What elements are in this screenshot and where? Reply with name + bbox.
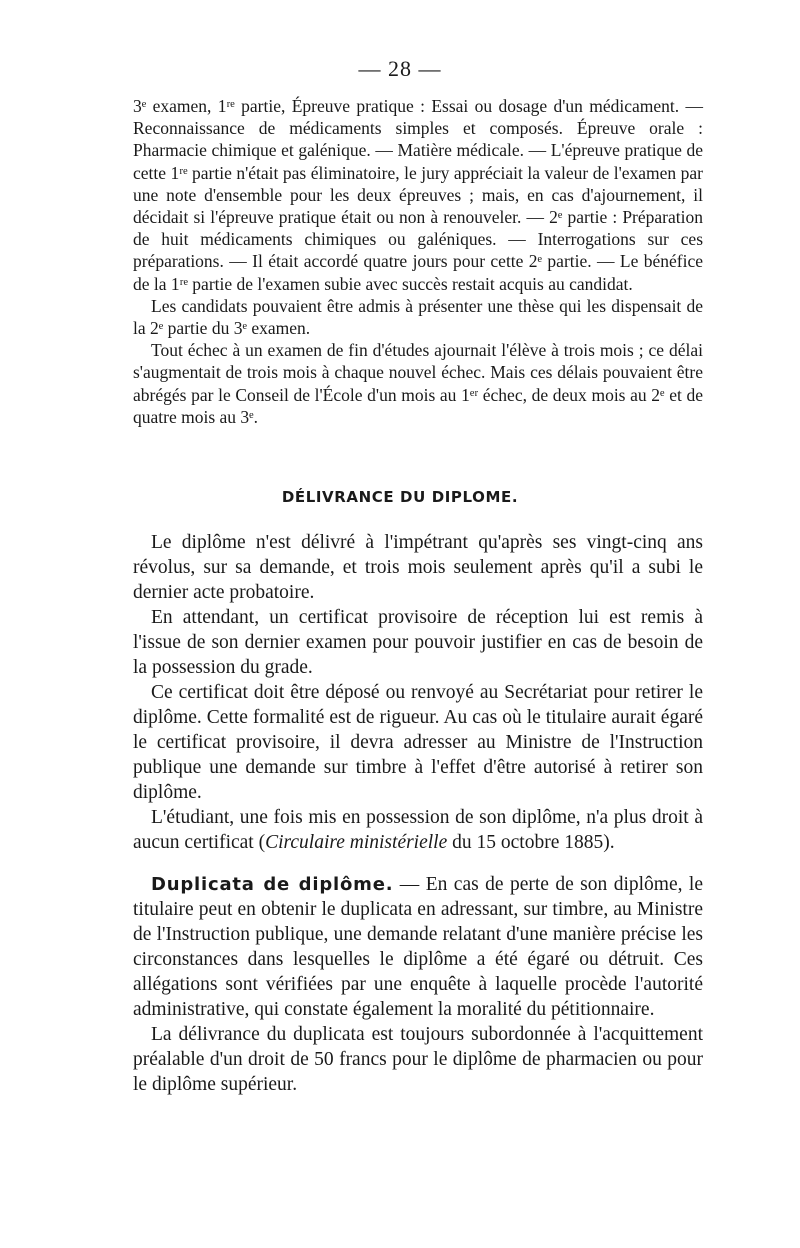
exam-paragraph-3: Tout échec à un examen de fin d'études ajournait l'élève à trois mois ; ce délai s'augmentait de trois mois à chaque nouvel échec. Mais ces délais pouvaient être abrégés par le Conseil de l'École d'un mois au 1ᵉʳ échec, de deux mois au 2ᵉ et de quatre mois au 3ᵉ.	[133, 340, 703, 427]
circulaire-text-after: du 15 octobre 1885).	[447, 832, 615, 853]
circulaire-title: Circulaire ministérielle	[265, 832, 448, 853]
exam-section	[133, 95, 703, 428]
section-heading: DÉLIVRANCE DU DIPLOME.	[281, 488, 519, 506]
delivrance-section	[133, 530, 703, 855]
delivrance-paragraph-4	[133, 805, 703, 855]
exam-paragraph-2: Les candidats pouvaient être admis à présenter une thèse qui les dispensait de la 2ᵉ partie du 3ᵉ examen.	[133, 295, 703, 339]
duplicata-paragraph-1	[133, 872, 703, 1022]
duplicata-section	[133, 872, 703, 1097]
exam-paragraph-1: 3ᵉ examen, 1ʳᵉ partie, Épreuve pratique : Essai ou dosage d'un médicament. — Reconnaissance de médicaments simples et composés. Épreuve orale : Pharmacie chimique et galénique. — Matière médicale. — L'épreuve pratique de cette 1ʳᵉ partie n'était pas éliminatoire, le jury appréciait la valeur de l'examen par une note d'ensemble pour les deux épreuves ; mais, en cas d'ajournement, il décidait si l'épreuve pratique était ou non à renouveler. — 2ᵉ partie : Préparation de huit médicaments chimiques ou galéniques. — Interrogations sur ces préparations. — Il était accordé quatre jours pour cette 2ᵉ partie. — Le bénéfice de la 1ʳᵉ partie de l'examen subie avec succès restait acquis au candidat.	[133, 96, 703, 294]
duplicata-paragraph-1-text: — En cas de perte de son diplôme, le titulaire peut en obtenir le duplicata en adressant, sur timbre, au Ministre de l'Instruction publique, une demande relatant d'une manière précise les circonstances dans lesquelles le diplôme a été égaré ou détruit. Ces allégations sont vérifiées par une enquête à laquelle procède l'autorité administrative, qui constate également la moralité du pétitionnaire.	[133, 874, 703, 1020]
duplicata-runin-heading: Duplicata de diplôme.	[151, 874, 394, 895]
circulaire-text-before: L'étudiant, une fois mis en possession de son diplôme, n'a plus droit à aucun certificat (	[133, 807, 703, 853]
duplicata-paragraph-2: La délivrance du duplicata est toujours subordonnée à l'acquittement préalable d'un droit de 50 francs pour le diplôme de pharmacien ou pour le diplôme supérieur.	[133, 1024, 703, 1095]
delivrance-paragraph-3: Ce certificat doit être déposé ou renvoyé au Secrétariat pour retirer le diplôme. Cette formalité est de rigueur. Au cas où le titulaire aurait égaré le certificat provisoire, il devra adresser au Ministre de l'Instruction publique une demande sur timbre à l'effet d'être autorisé à retirer son diplôme.	[133, 682, 703, 803]
page-number: — 28 —	[358, 56, 442, 81]
delivrance-paragraph-1: Le diplôme n'est délivré à l'impétrant qu'après ses vingt-cinq ans révolus, sur sa demande, et trois mois seulement après qu'il a subi le dernier acte probatoire.	[133, 532, 703, 603]
delivrance-paragraph-2: En attendant, un certificat provisoire de réception lui est remis à l'issue de son dernier examen pour pouvoir justifier en cas de besoin de la possession du grade.	[133, 607, 703, 678]
